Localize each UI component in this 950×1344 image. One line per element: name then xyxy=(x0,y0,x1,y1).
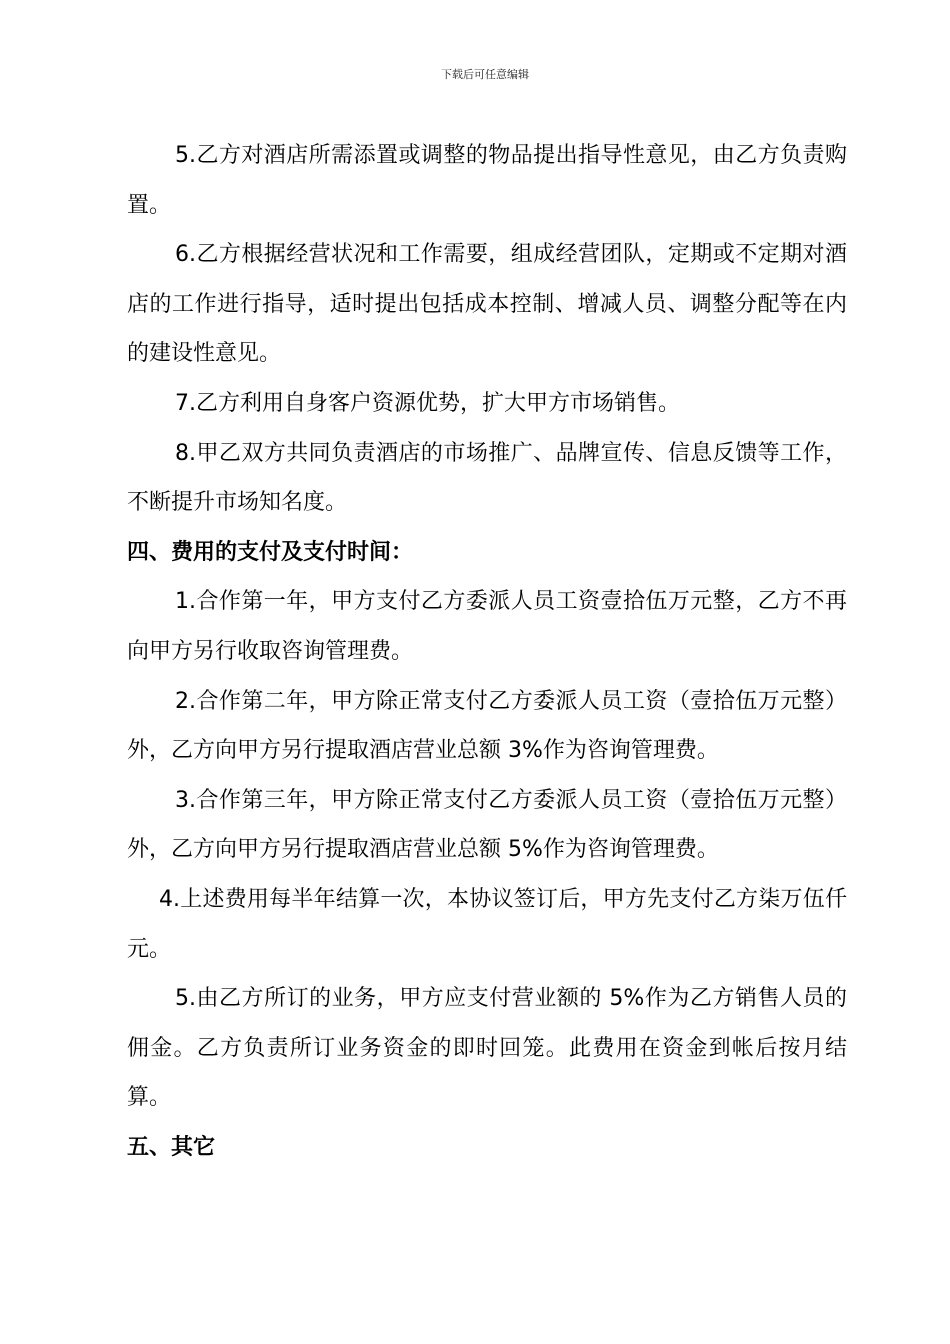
section-heading-5: 五、其它 xyxy=(127,1134,216,1160)
fee-clause-4: 4.上述费用每半年结算一次，本协议签订后，甲方先支付乙方柒万伍仟元。 xyxy=(127,886,847,962)
fee-clause-5: 5.由乙方所订的业务，甲方应支付营业额的 5%作为乙方销售人员的佣金。乙方负责所订业务资金的即时回笼。此费用在资金到帐后按月结算。 xyxy=(127,986,847,1111)
section-heading-4: 四、费用的支付及支付时间： xyxy=(127,539,414,565)
fee-clause-3: 3.合作第三年，甲方除正常支付乙方委派人员工资（壹拾伍万元整）外，乙方向甲方另行提取酒店营业总额 5%作为咨询管理费。 xyxy=(127,787,847,863)
fee-clause-2: 2.合作第二年，甲方除正常支付乙方委派人员工资（壹拾伍万元整）外，乙方向甲方另行提取酒店营业总额 3%作为咨询管理费。 xyxy=(127,688,847,764)
clause-a7: 7.乙方利用自身客户资源优势，扩大甲方市场销售。 xyxy=(175,390,680,416)
clause-a8: 8.甲乙双方共同负责酒店的市场推广、品牌宣传、信息反馈等工作，不断提升市场知名度。 xyxy=(127,440,847,516)
clause-a5: 5.乙方对酒店所需添置或调整的物品提出指导性意见，由乙方负责购置。 xyxy=(127,143,847,218)
clause-a6: 6.乙方根据经营状况和工作需要，组成经营团队，定期或不定期对酒店的工作进行指导，适时提出包括成本控制、增减人员、调整分配等在内的建设性意见。 xyxy=(127,242,847,367)
document-body xyxy=(127,131,847,1172)
page-header: 下载后可任意编辑 xyxy=(441,68,529,81)
fee-clause-1: 1.合作第一年，甲方支付乙方委派人员工资壹拾伍万元整，乙方不再向甲方另行收取咨询管理费。 xyxy=(127,589,847,664)
